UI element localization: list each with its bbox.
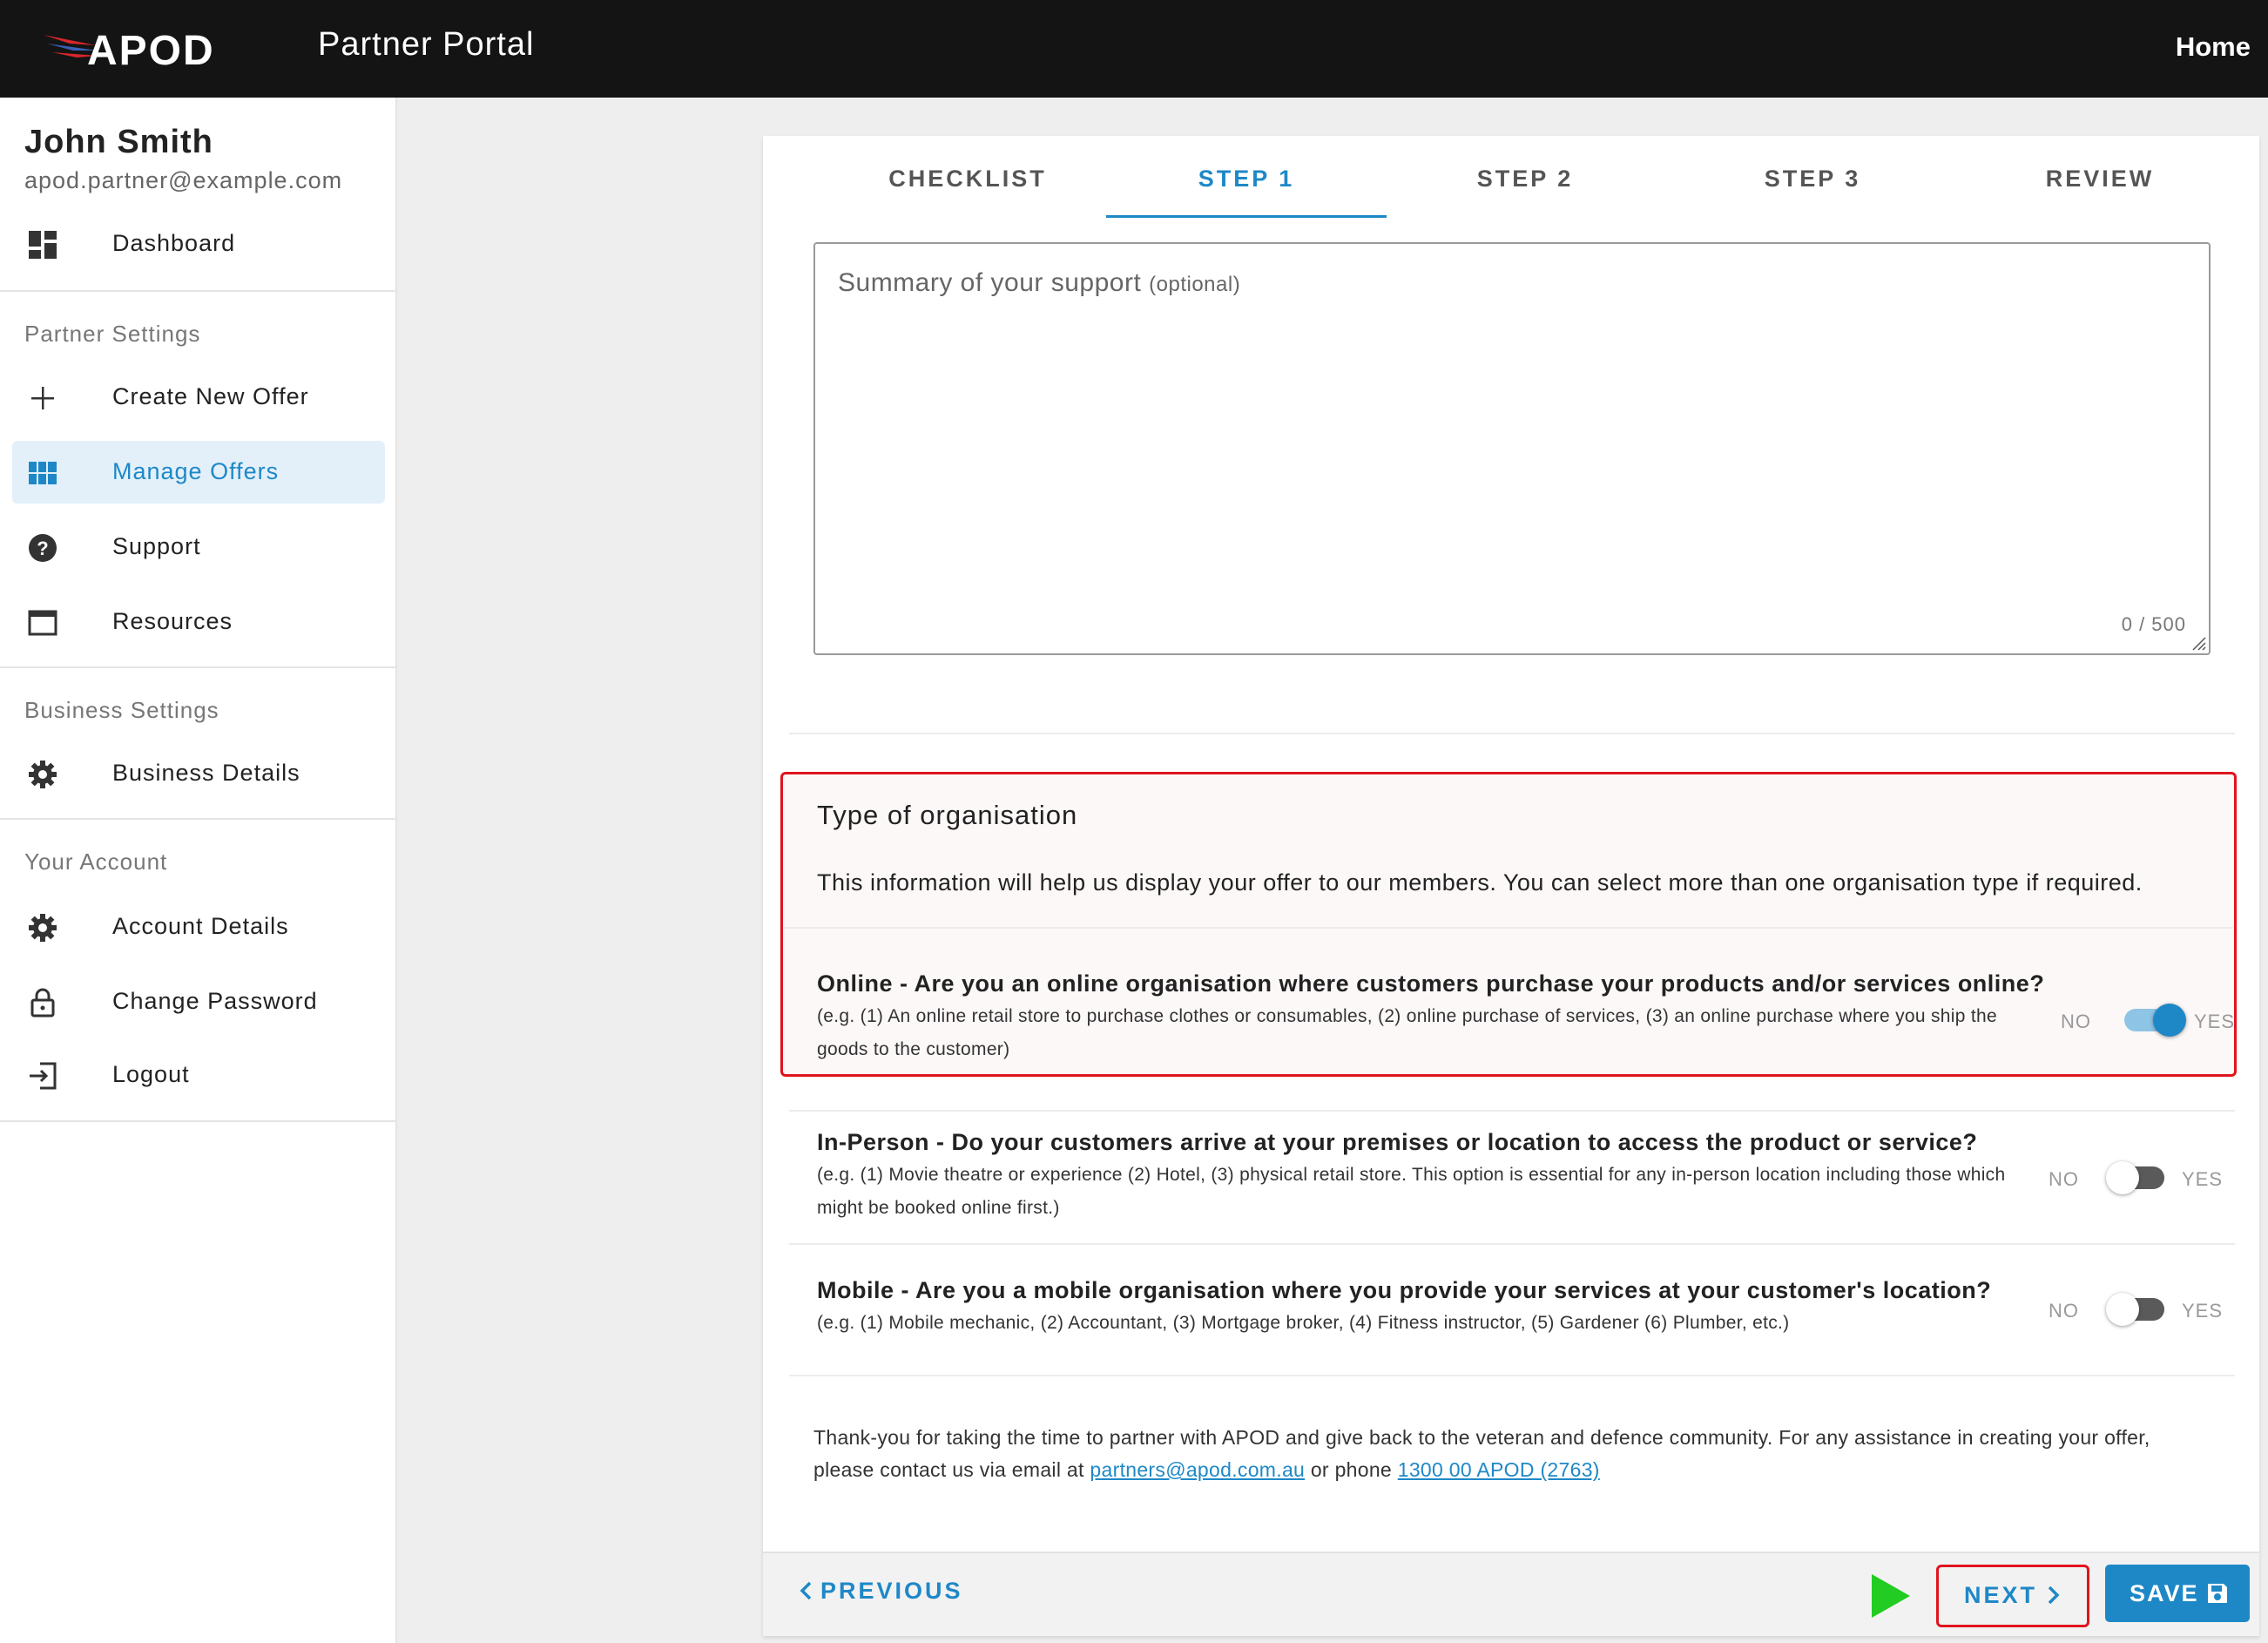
lock-icon — [28, 988, 57, 1018]
divider — [789, 1243, 2235, 1245]
floppy-disk-icon — [2206, 1582, 2229, 1605]
toggle-yes-label: YES — [2181, 1300, 2223, 1322]
sidebar-item-dashboard[interactable] — [12, 213, 385, 275]
dashboard-icon — [28, 230, 57, 260]
plus-icon — [28, 383, 57, 413]
previous-label: PREVIOUS — [820, 1578, 963, 1604]
logout-icon — [28, 1061, 57, 1091]
sidebar-item-label: Dashboard — [112, 230, 236, 256]
sidebar-item-resources[interactable] — [12, 591, 385, 653]
tab-review[interactable]: REVIEW — [2045, 166, 2155, 192]
partner-settings-heading: Partner Settings — [24, 321, 201, 347]
sidebar-item-label: Change Password — [112, 988, 318, 1014]
grid-icon — [28, 458, 57, 488]
form-footer — [763, 1552, 2259, 1636]
in-person-toggle[interactable] — [2049, 1161, 2223, 1196]
user-name: John Smith — [24, 124, 213, 160]
divider — [0, 290, 395, 292]
window-icon — [28, 608, 57, 638]
offer-form-card — [763, 136, 2259, 1636]
phone-link[interactable]: 1300 00 APOD (2763) — [1397, 1458, 1600, 1481]
toggle-knob[interactable] — [2153, 1004, 2186, 1037]
toggle-no-label: NO — [2049, 1168, 2079, 1190]
help-icon — [28, 533, 57, 563]
organisation-type-title: Type of organisation — [817, 800, 1078, 830]
email-link[interactable]: partners@apod.com.au — [1090, 1458, 1306, 1481]
chevron-left-icon — [798, 1580, 815, 1601]
character-counter: 0 / 500 — [2121, 613, 2186, 635]
sidebar — [0, 98, 397, 1643]
gear-icon — [28, 760, 57, 789]
summary-optional-tag: (optional) — [1149, 273, 1241, 296]
summary-label — [838, 268, 1240, 298]
online-question-hint: (e.g. (1) An online retail store to purchase clothes or consumables, (2) online purchase of services, (3) an online purchase where you ship the goods to the customer) — [817, 1006, 1997, 1059]
thank-you-text-middle: or phone — [1310, 1458, 1393, 1481]
sidebar-item-label: Account Details — [112, 913, 289, 939]
resize-handle-icon[interactable] — [2186, 631, 2207, 652]
divider — [0, 818, 395, 820]
in-person-question-title: In-Person - Do your customers arrive at your premises or location to access the product or service? — [817, 1129, 1978, 1155]
previous-button[interactable] — [798, 1578, 963, 1605]
sidebar-item-business-details[interactable] — [12, 742, 385, 805]
in-person-question-hint: (e.g. (1) Movie theatre or experience (2) Hotel, (3) physical retail store. This option is essential for any in-person location including those which might be booked online first.) — [817, 1165, 2006, 1218]
online-question-title: Online - Are you an online organisation where customers purchase your products and/or services online? — [817, 970, 2045, 997]
toggle-no-label: NO — [2061, 1011, 2091, 1032]
sidebar-item-label: Logout — [112, 1061, 190, 1087]
online-toggle[interactable] — [2061, 1004, 2235, 1038]
divider — [789, 1110, 2235, 1112]
your-account-heading: Your Account — [24, 849, 168, 875]
mobile-toggle[interactable] — [2049, 1293, 2223, 1328]
next-button[interactable] — [1936, 1565, 2089, 1627]
summary-label-text: Summary of your support — [838, 268, 1142, 297]
sidebar-item-label: Manage Offers — [112, 458, 280, 484]
logo-text: APOD — [87, 28, 215, 73]
toggle-no-label: NO — [2049, 1300, 2079, 1322]
next-label: NEXT — [1963, 1582, 2037, 1608]
sidebar-item-create-offer[interactable] — [12, 366, 385, 429]
gear-icon — [28, 913, 57, 943]
toggle-yes-label: YES — [2181, 1168, 2223, 1190]
sidebar-item-label: Support — [112, 533, 201, 559]
organisation-type-description: This information will help us display your offer to our members. You can select more than one organisation type if required. — [817, 869, 2143, 896]
thank-you-text: Thank-you for taking the time to partner with APOD and give back to the veteran and defence community. For any assistance in creating your offer, please contact us via email at — [813, 1426, 2150, 1481]
chevron-right-icon — [2044, 1585, 2062, 1606]
apod-logo[interactable] — [44, 24, 261, 73]
play-icon — [1869, 1572, 1913, 1619]
tab-step-2[interactable]: STEP 2 — [1476, 166, 1574, 192]
tab-step-3[interactable]: STEP 3 — [1764, 166, 1861, 192]
save-label: SAVE — [2130, 1580, 2199, 1606]
user-email: apod.partner@example.com — [24, 167, 343, 193]
tab-checklist[interactable]: CHECKLIST — [888, 166, 1047, 192]
sidebar-item-logout[interactable] — [12, 1044, 385, 1106]
sidebar-item-label: Create New Offer — [112, 383, 309, 409]
sidebar-item-manage-offers[interactable] — [12, 441, 385, 504]
divider — [789, 1375, 2235, 1376]
thank-you-note — [813, 1422, 2207, 1486]
svg-text:?: ? — [37, 538, 49, 559]
portal-title: Partner Portal — [318, 26, 535, 63]
toggle-knob[interactable] — [2106, 1293, 2139, 1326]
business-settings-heading: Business Settings — [24, 697, 219, 723]
divider — [789, 733, 2235, 734]
sidebar-item-support[interactable] — [12, 516, 385, 578]
divider — [784, 927, 2233, 929]
divider — [0, 666, 395, 668]
sidebar-item-account-details[interactable] — [12, 896, 385, 958]
save-button[interactable] — [2105, 1565, 2250, 1622]
toggle-knob[interactable] — [2106, 1161, 2139, 1194]
home-link[interactable]: Home — [2175, 31, 2251, 62]
mobile-question-title: Mobile - Are you a mobile organisation where you provide your services at your customer's location? — [817, 1277, 1992, 1303]
toggle-yes-label: YES — [2193, 1011, 2235, 1032]
sidebar-item-label: Business Details — [112, 760, 300, 786]
sidebar-item-label: Resources — [112, 608, 233, 634]
mobile-question-hint: (e.g. (1) Mobile mechanic, (2) Accountant, (3) Mortgage broker, (4) Fitness instructor, (5) Gardener (6) Plumber, etc.) — [817, 1313, 1790, 1333]
top-bar — [0, 0, 2268, 98]
tab-step-1[interactable]: STEP 1 — [1106, 157, 1387, 218]
summary-textarea[interactable] — [813, 242, 2211, 655]
divider — [0, 1120, 395, 1122]
sidebar-item-change-password[interactable] — [12, 970, 385, 1033]
